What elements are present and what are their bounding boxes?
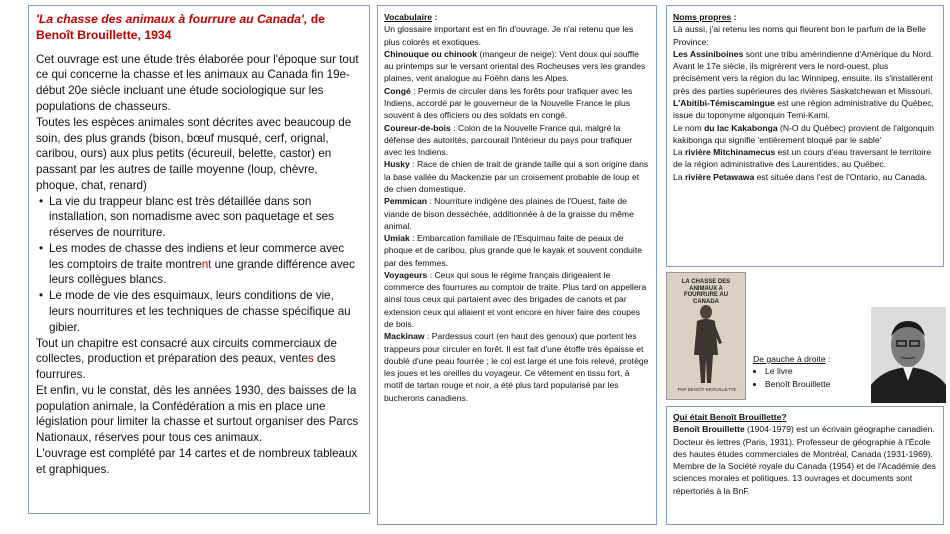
vocab-entry: Voyageurs : Ceux qui sous le régime français dirigeaient le commerce des fourrures au comptoir de traite. Plus tard on appellera ainsi tous ceux qui partaient avec des brigades de canots et par extension ceux qui allaient et vont encore en hiver faire des coupes de bois. — [384, 269, 647, 330]
vocab-entry: Umiak : Embarcation familiale de l'Esquimau faite de peaux de phoque et de caribou, plus grande que le kayak et souvent conduite par des femmes. — [384, 233, 642, 268]
trapper-figure-icon — [689, 303, 723, 385]
author-portrait — [871, 307, 946, 403]
caption-list — [753, 365, 869, 390]
book-cover-author: PAR BENOÎT BROUILLETTE — [677, 387, 737, 392]
proper-names-intro: Là aussi, j'ai retenu les noms qui fleurent bon le parfum de la Belle Province: — [673, 24, 926, 47]
completion-paragraph: L'ouvrage est complété par 14 cartes et de nombreux tableaux et graphiques. — [36, 446, 358, 476]
book-summary-panel — [28, 5, 370, 514]
name-entry-kakabonga: Le nom du lac Kakabonga (N-O du Québec) provient de l'algonquin kakibonga qui signifie 'entièrement bloqué par le sable' — [673, 122, 935, 145]
vocabulary-intro: Un glossaire important est en fin d'ouvrage. Je n'ai retenu que les plus colorés et exotiques. — [384, 24, 634, 47]
image-caption — [753, 353, 869, 390]
proper-names-panel — [666, 5, 944, 267]
vocab-entry: Congé : Permis de circuler dans les forêts pour trafiquer avec les Indiens, accordé par le gouverneur de la Nouvelle France le plus souvent à des officiers ou des soldats en congé. — [384, 85, 633, 121]
author-bio-heading: Qui était Benoît Brouillette? — [673, 412, 787, 422]
caption-heading: De gauche à droite : — [753, 354, 831, 364]
vocab-entry: Pemmican : Nourriture indigène des plaines de l'Ouest, faite de viande de bison desséchée, additionnée à de la graisse du même animal. — [384, 196, 634, 231]
caption-item-author: • Benoît Brouillette — [765, 378, 869, 390]
intro-paragraph: Cet ouvrage est une étude très élaborée pour l'époque sur tout ce qui concerne la chasse et les animaux au Canada fin 19e- début 20e siècle incluant une étude sociologique sur les populations de chasseurs. — [36, 52, 359, 114]
book-cover-title: LA CHASSE DES ANIMAUX A FOURRURE AU CANADA — [681, 279, 731, 305]
vocabulary-heading: Vocabulaire : — [384, 12, 438, 22]
name-entry-mitchinamecus: La rivière Mitchinamecus est un cours d'eau traversant le territoire de la région administrative des Laurentides, au Québec. — [673, 147, 932, 170]
bullet-eskimos: • Le mode de vie des esquimaux, leurs conditions de vie, leurs nourritures et les techniques de chasse spécifique au gibier. — [36, 288, 362, 335]
name-entry-abitibi: L'Abitibi-Témiscamingue est une région administrative du Québec, issue du toponyme algonquin Temi-Kami. — [673, 97, 934, 121]
legislation-paragraph: Et enfin, vu le constat, dès les années 1930, des baisses de la population animale, la Confédération a mis en place une législation pour limiter la chasse et surtout organiser des Parcs Nationaux, réserves pour tous ces animaux. — [36, 383, 359, 445]
book-title: 'La chasse des animaux à fourrure au Canada', de Benoît Brouillette, 1934 — [36, 12, 325, 42]
species-paragraph: Toutes les espèces animales sont décrites avec beaucoup de soin, des plus grands (bison, bœuf musqué, cerf, orignal, caribou, ours) aux plus petits (écureuil, belette, castor) en passant par les autres de taille moyenne (loup, chèvre, phoque, chat, renard) — [36, 115, 352, 192]
proper-names-heading: Noms propres : — [673, 12, 737, 22]
bullet-trapper: • La vie du trappeur blanc est très détaillée dans son installation, son nomadisme avec son paquetage et ses réserves de nourriture. — [36, 194, 362, 241]
portrait-person-icon — [871, 307, 946, 403]
bullet-indians: • Les modes de chasse des indiens et leur commerce avec les comptoirs de traite montrent une grande différence avec leurs collègues blancs. — [36, 241, 362, 288]
vocabulary-panel — [377, 5, 657, 525]
author-bio-panel — [666, 406, 944, 525]
book-cover-image — [666, 272, 746, 400]
vocab-entry: Chinouque ou chinook (mangeur de neige): Vent doux qui souffle au printemps sur le versant oriental des Rocheuses vers les grandes plaines, vent analogue au Foëhn dans les Alpes. — [384, 48, 646, 84]
chapter-paragraph: Tout un chapitre est consacré aux circuits commerciaux de collectes, production et préparation des peaux, ventes des fourrures. — [36, 336, 337, 382]
author-bio-text: Benoît Brouillette (1904-1979) est un écrivain géographe canadien. Docteur ès lettres (Paris, 1931). Professeur de géographie à l'École des hautes études commerciales de Montréal, Canada (1931-1969). Membre de la Société royale du Canada (1954) et de l'Académie des sciences morales et politiques. 13 ouvrages et documents sont répertoriés à la BnF. — [673, 424, 936, 496]
name-entry-petawawa: La rivière Petawawa est située dans l'est de l'Ontario, au Canada. — [673, 171, 928, 182]
vocab-entry: Husky : Race de chien de trait de grande taille qui a son origine dans la base vallée du Mackenzie par un croisement probable de loup et de chien domestique. — [384, 159, 649, 194]
vocab-entry: Mackinaw : Pardessus court (en haut des genoux) que portent les trappeurs pour circuler en forêt. Il est fait d'une étoffe très épaisse et doublé d'une peau fourrée ; le col est large et une fois relevé, protège les joues et les oreilles du voyageur. Ce vêtement en tissu fort, à motif de tartan rouge et noir, a été plus tard popularisé par les bucherons canadiens. — [384, 331, 649, 403]
caption-item-book: • Le livre — [765, 365, 869, 377]
name-entry-assiniboines: Les Assiniboines sont une tribu amérindienne d'Amérique du Nord. Avant le 17e siècle, ils migrèrent vers le nord-ouest, plus précisément vers la région du lac Winnipeg, ensuite, ils s'installèrent près des parties supérieures des rivières Saskatchewan et Missouri. — [673, 48, 934, 96]
vocab-entry: Coureur-de-bois : Colon de la Nouvelle France qui, malgré la défense des autorités, parcourait l'intérieur du pays pour trafiquer avec les Indiens. — [384, 122, 633, 158]
